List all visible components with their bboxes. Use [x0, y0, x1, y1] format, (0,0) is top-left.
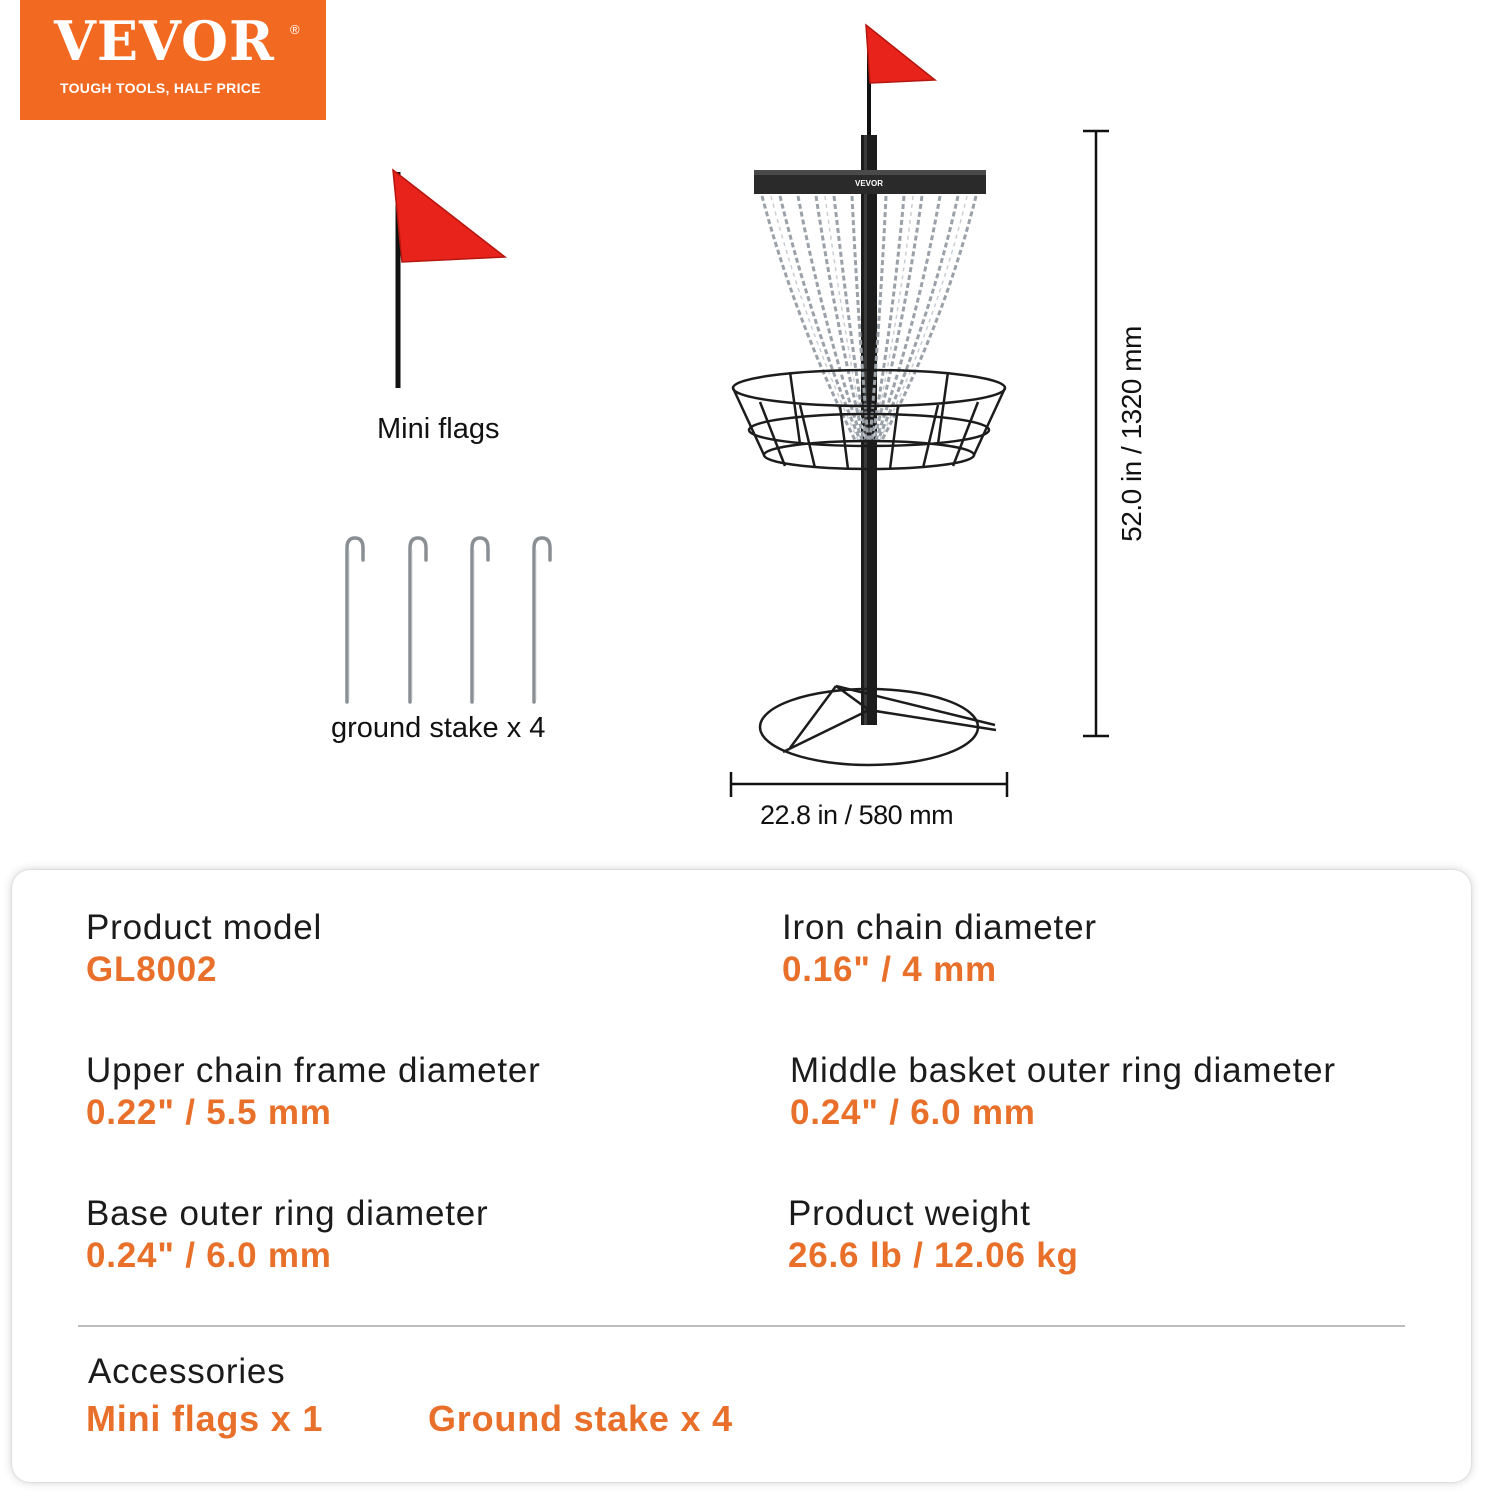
spec-middle-basket-ring-diameter: [790, 1051, 1336, 1133]
spec-label: Product model: [86, 908, 323, 947]
spec-divider: [78, 1325, 1405, 1327]
spec-label: Upper chain frame diameter: [86, 1051, 541, 1090]
spec-product-model: [86, 908, 322, 990]
ground-stake-icon: [347, 538, 550, 702]
mini-flags-caption: Mini flags: [377, 413, 500, 445]
spec-value: 0.22" / 5.5 mm: [86, 1093, 332, 1132]
height-dimension-label: 52.0 in / 1320 mm: [1116, 326, 1147, 542]
width-dimension-line: [731, 772, 1007, 797]
spec-iron-chain-diameter: [782, 908, 1097, 990]
disc-golf-basket: [733, 25, 1005, 765]
height-dimension-line: [1083, 131, 1109, 736]
spec-value: 0.24" / 6.0 mm: [86, 1236, 332, 1275]
spec-label: Iron chain diameter: [782, 908, 1097, 947]
spec-upper-chain-frame-diameter: [86, 1051, 541, 1133]
spec-value: GL8002: [86, 950, 218, 989]
spec-product-weight: [788, 1194, 1079, 1276]
ground-stake-caption: ground stake x 4: [331, 712, 546, 744]
brand-name: VEVOR: [54, 9, 275, 73]
spec-label: Base outer ring diameter: [86, 1194, 489, 1233]
spec-value: 26.6 lb / 12.06 kg: [788, 1236, 1079, 1275]
spec-label: Middle basket outer ring diameter: [790, 1051, 1336, 1090]
brand-tagline: TOUGH TOOLS, HALF PRICE: [60, 80, 261, 96]
accessory-item: Ground stake x 4: [428, 1398, 733, 1439]
width-dimension-label: 22.8 in / 580 mm: [760, 800, 954, 830]
rim-brand-text: VEVOR: [854, 179, 884, 188]
registered-mark: ®: [290, 22, 300, 37]
spec-value: 0.24" / 6.0 mm: [790, 1093, 1036, 1132]
mini-flag-icon: [393, 170, 505, 388]
spec-base-outer-ring-diameter: [86, 1194, 488, 1276]
accessories-heading: [88, 1352, 285, 1392]
accessory-item: Mini flags x 1: [86, 1398, 324, 1439]
spec-card: [12, 870, 1471, 1482]
spec-label: Product weight: [788, 1194, 1031, 1233]
accessories-label: Accessories: [88, 1352, 286, 1391]
spec-value: 0.16" / 4 mm: [782, 950, 997, 989]
